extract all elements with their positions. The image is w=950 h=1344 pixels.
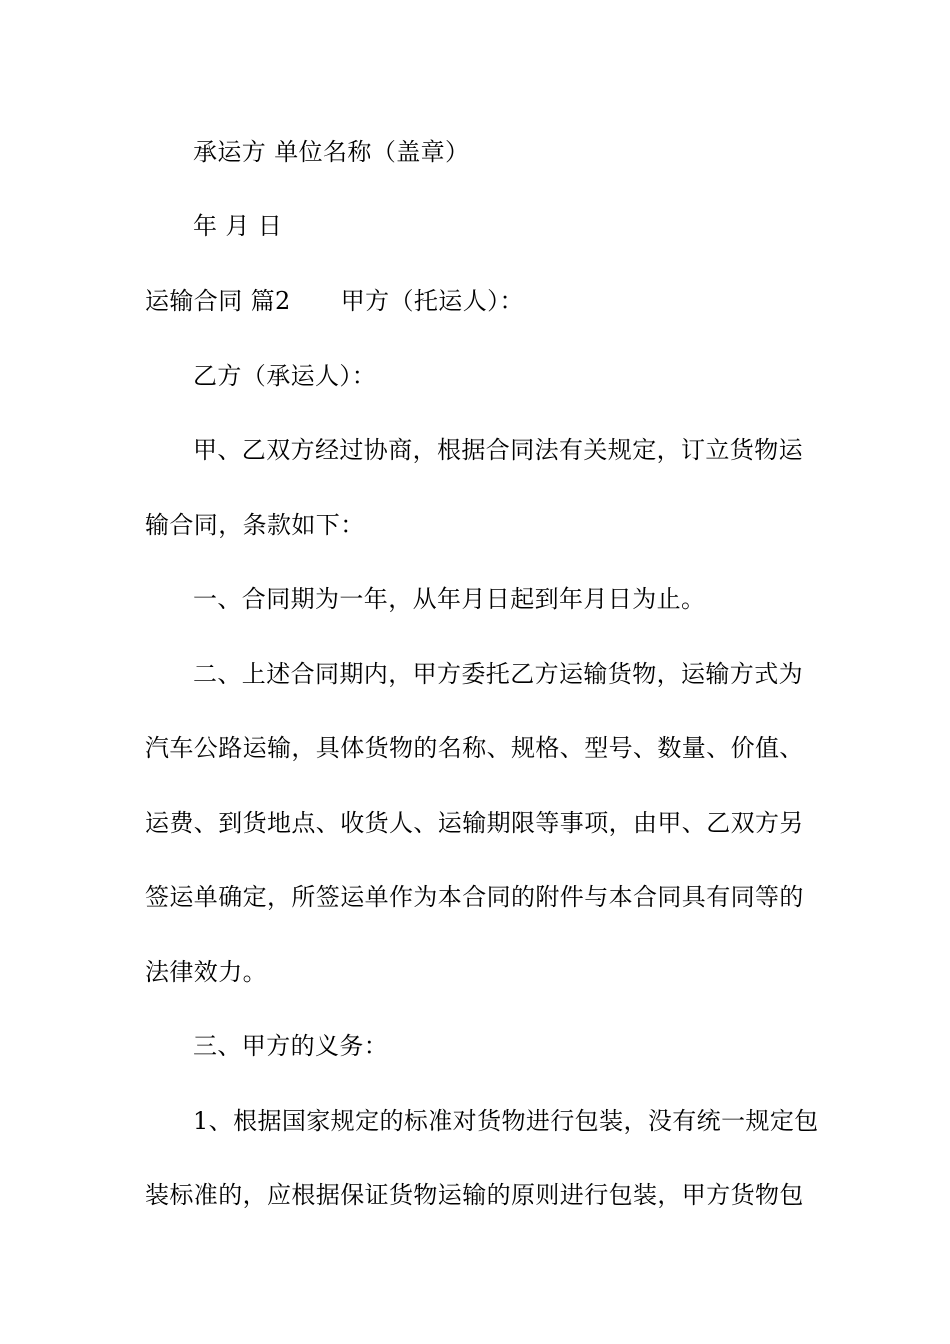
signature-date-line: 年 月 日: [193, 212, 283, 240]
carrier-signature-line: 承运方 单位名称（盖章）: [193, 138, 470, 166]
paragraph-line: 装标准的，应根据保证货物运输的原则进行包装，甲方货物包: [145, 1181, 804, 1209]
clause-1-line: 一、合同期为一年，从年月日起到年月日为止。: [193, 585, 706, 613]
clause-3-heading: 三、甲方的义务：: [193, 1032, 389, 1060]
paragraph-line: 汽车公路运输，具体货物的名称、规格、型号、数量、价值、: [145, 734, 804, 762]
party-a-label: 甲方（托运人）：: [340, 287, 524, 315]
sub-clause-1-line: 1、根据国家规定的标准对货物进行包装，没有统一规定包: [193, 1107, 819, 1135]
section-heading: 运输合同 篇2: [145, 287, 291, 315]
section-heading-row: [145, 286, 810, 316]
paragraph-line: 法律效力。: [145, 958, 267, 986]
paragraph-line: 运费、到货地点、收货人、运输期限等事项，由甲、乙双方另: [145, 809, 804, 837]
paragraph-line: 签运单确定，所签运单作为本合同的附件与本合同具有同等的: [145, 883, 804, 911]
clause-2-line: 二、上述合同期内，甲方委托乙方运输货物，运输方式为: [193, 660, 803, 688]
paragraph-line: 甲、乙双方经过协商，根据合同法有关规定，订立货物运: [193, 436, 803, 464]
party-b-label: 乙方（承运人）：: [193, 362, 377, 390]
paragraph-line: 输合同，条款如下：: [145, 511, 365, 539]
